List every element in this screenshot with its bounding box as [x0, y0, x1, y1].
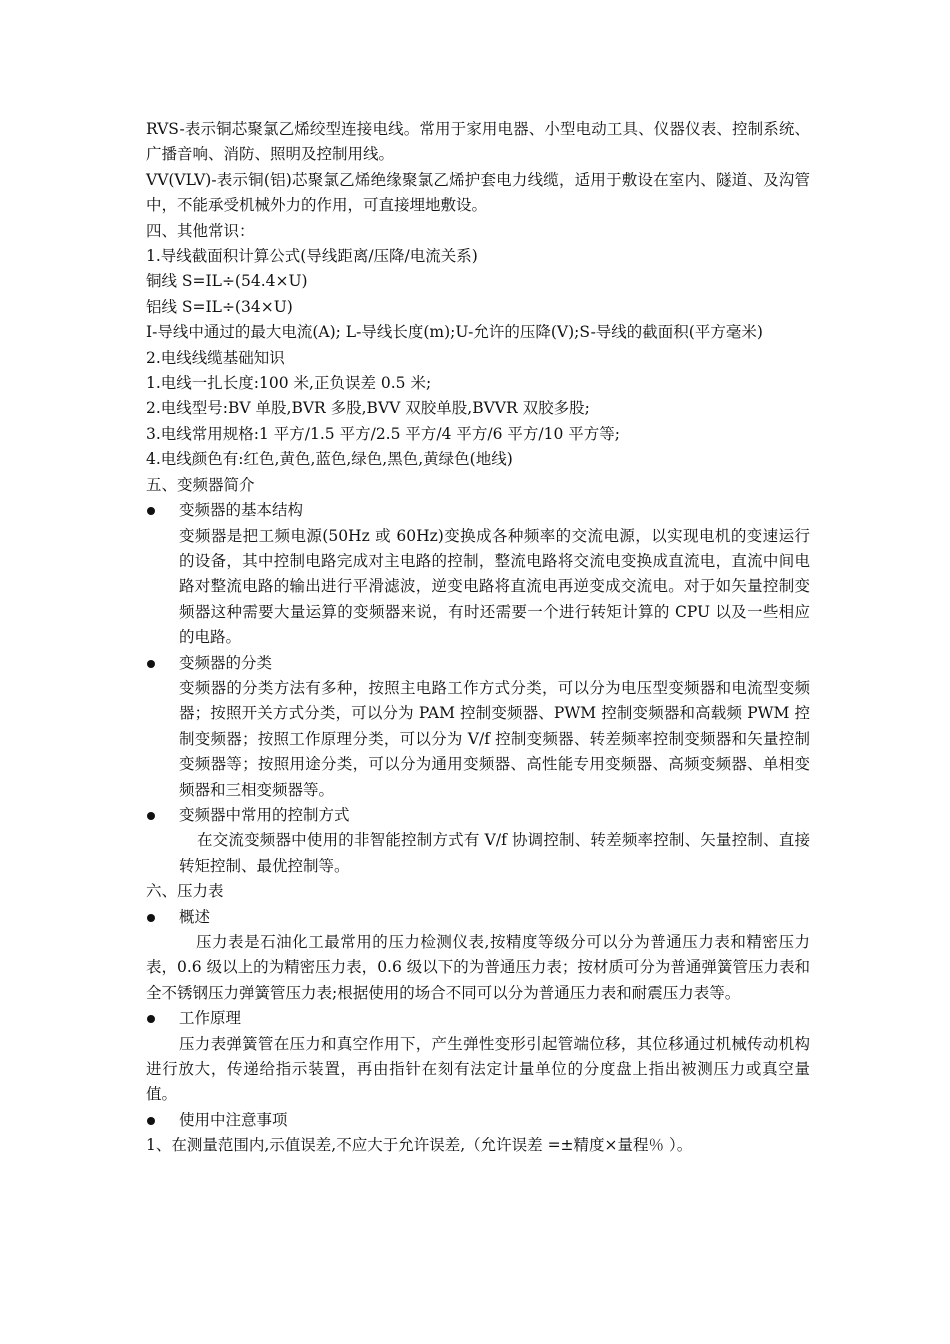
bullet-dot-icon	[146, 498, 179, 523]
paragraph-inverter-structure: 变频器是把工频电源(50Hz 或 60Hz)变换成各种频率的交流电源，以实现电机的变速运行的设备，其中控制电路完成对主电路的控制，整流电路将交流电变换成直流电，直流中间电路对整流电路的输出进行平滑滤波，逆变电路将直流电再逆变成交流电。对于如矢量控制变频器这种需要大量运算的变频器来说，有时还需要一个进行转矩计算的 CPU 以及一些相应的电路。	[179, 526, 810, 647]
cable-fact-model: 2.电线型号:BV 单股,BVR 多股,BVV 双胶单股,BVVR 双胶多股;	[146, 399, 590, 418]
formula-legend: I-导线中通过的最大电流(A); L-导线长度(m);U-允许的压降(V);S-导线的截面积(平方毫米)	[146, 323, 763, 342]
cable-fact-length: 1.电线一扎长度:100 米,正负误差 0.5 米;	[146, 374, 432, 393]
bullet-dot-icon	[146, 1006, 179, 1031]
paragraph-usage-note-1: 1、在测量范围内,示值误差,不应大于允许误差,（允许误差 =±精度×量程％ ）。	[146, 1136, 693, 1155]
section-heading-other: 四、其他常识：	[146, 221, 255, 240]
section-heading-pressure-gauge: 六、压力表	[146, 882, 224, 901]
bullet-item	[146, 905, 810, 930]
bullet-heading-overview: 概述	[179, 907, 211, 926]
paragraph-inverter-control: 在交流变频器中使用的非智能控制方式有 V/f 协调控制、转差频率控制、矢量控制、直接转矩控制、最优控制等。	[179, 831, 810, 875]
bullet-heading-principle: 工作原理	[179, 1009, 242, 1028]
bullet-item	[146, 651, 810, 676]
paragraph-vv: VV(VLV)-表示铜(铝)芯聚氯乙烯绝缘聚氯乙烯护套电力线缆，适用于敷设在室内、隧道、及沟管中，不能承受机械外力的作用，可直接埋地敷设。	[146, 170, 810, 215]
paragraph-rvs: RVS-表示铜芯聚氯乙烯绞型连接电线。常用于家用电器、小型电动工具、仪器仪表、控制系统、广播音响、消防、照明及控制用线。	[146, 120, 810, 164]
document-body	[146, 117, 810, 1159]
bullet-dot-icon	[146, 803, 179, 828]
paragraph-inverter-classification: 变频器的分类方法有多种，按照主电路工作方式分类，可以分为电压型变频器和电流型变频器；按照开关方式分类，可以分为 PAM 控制变频器、PWM 控制变频器和高载频 PWM 控制变频器；按照工作原理分类，可以分为 V/f 控制变频器、转差频率控制变频器和矢量控制变频器等；按照用途分类，可以分为通用变频器、高性能专用变频器、高频变频器、单相变频器和三相变频器等。	[179, 678, 810, 799]
paragraph-gauge-principle: 压力表弹簧管在压力和真空作用下，产生弹性变形引起管端位移，其位移通过机械传动机构进行放大，传递给指示装置，再由指针在刻有法定计量单位的分度盘上指出被测压力或真空量值。	[146, 1034, 810, 1104]
bullet-heading-structure: 变频器的基本结构	[179, 501, 304, 520]
paragraph-gauge-overview: 压力表是石油化工最常用的压力检测仪表,按精度等级分可以分为普通压力表和精密压力表，0.6 级以上的为精密压力表，0.6 级以下的为普通压力表；按材质可分为普通弹簧管压力表和全不锈钢压力弹簧管压力表;根据使用的场合不同可以分为普通压力表和耐震压力表等。	[146, 933, 810, 1002]
bullet-item	[146, 498, 810, 523]
bullet-heading-usage-notes: 使用中注意事项	[179, 1110, 288, 1129]
subheading-cable-basics: 2.电线线缆基础知识	[146, 348, 285, 367]
bullet-heading-classification: 变频器的分类	[179, 653, 273, 672]
formula-aluminum: 铝线 S=IL÷(34×U)	[146, 297, 293, 316]
section-heading-inverter: 五、变频器简介	[146, 475, 255, 494]
bullet-heading-control: 变频器中常用的控制方式	[179, 805, 350, 824]
cable-fact-spec: 3.电线常用规格:1 平方/1.5 平方/2.5 平方/4 平方/6 平方/10 平方等;	[146, 424, 621, 443]
bullet-dot-icon	[146, 651, 179, 676]
bullet-item	[146, 1108, 810, 1133]
cable-fact-color: 4.电线颜色有:红色,黄色,蓝色,绿色,黑色,黄绿色(地线)	[146, 450, 513, 469]
bullet-dot-icon	[146, 1108, 179, 1133]
bullet-item	[146, 1006, 810, 1031]
subheading-formula: 1.导线截面积计算公式(导线距离/压降/电流关系)	[146, 247, 478, 266]
bullet-item	[146, 803, 810, 828]
bullet-dot-icon	[146, 905, 179, 930]
formula-copper: 铜线 S=IL÷(54.4×U)	[146, 272, 308, 291]
